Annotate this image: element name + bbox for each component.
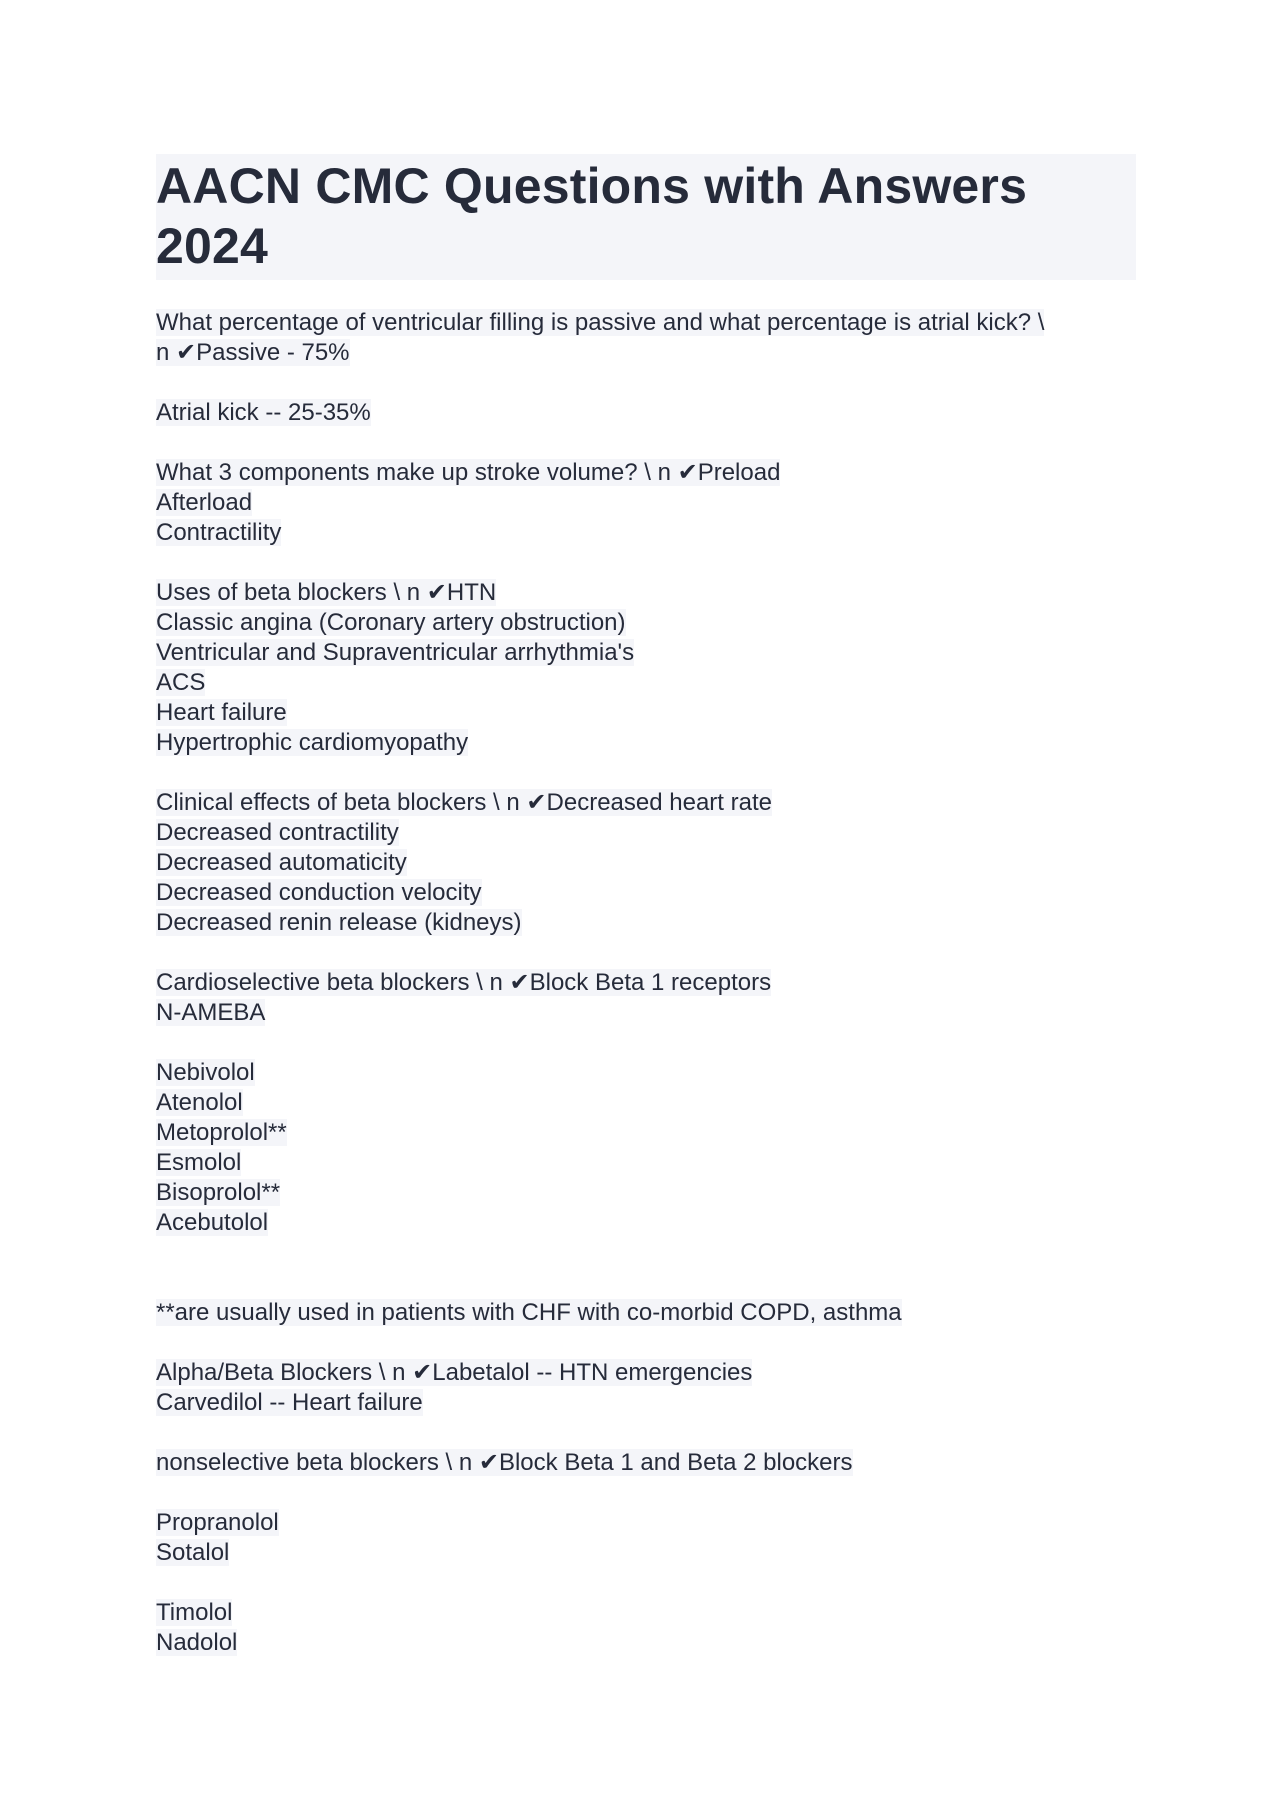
answer-line xyxy=(156,1208,1136,1238)
answer-line xyxy=(156,1148,1136,1178)
qa-block xyxy=(156,578,1136,758)
answer-line xyxy=(156,398,1136,428)
question-line xyxy=(156,1358,1136,1388)
qa-block xyxy=(156,968,1136,1328)
answer-line xyxy=(156,518,1136,548)
question-line xyxy=(156,788,1136,818)
line-text: n ✔Passive - 75% xyxy=(156,339,350,366)
answer-line xyxy=(156,998,1136,1028)
question-line xyxy=(156,578,1136,608)
qa-block xyxy=(156,788,1136,938)
qa-block xyxy=(156,1358,1136,1418)
blank-line xyxy=(156,1268,1136,1298)
line-text: Uses of beta blockers \ n ✔HTN xyxy=(156,579,497,606)
line-text: Clinical effects of beta blockers \ n ✔Decreased heart rate xyxy=(156,789,772,816)
document-title: AACN CMC Questions with Answers 2024 xyxy=(156,158,1028,274)
question-line xyxy=(156,968,1136,998)
answer-line xyxy=(156,1388,1136,1418)
qa-block xyxy=(156,308,1136,428)
title-block xyxy=(156,154,1136,280)
question-line xyxy=(156,1448,1136,1478)
answer-line xyxy=(156,728,1136,758)
answer-line xyxy=(156,1178,1136,1208)
blank-line xyxy=(156,1568,1136,1598)
line-text: Bisoprolol** xyxy=(156,1179,281,1206)
answer-line xyxy=(156,878,1136,908)
line-text: Acebutolol xyxy=(156,1209,269,1236)
answer-line xyxy=(156,1298,1136,1328)
answer-line xyxy=(156,908,1136,938)
answer-line xyxy=(156,1118,1136,1148)
blank-line xyxy=(156,1238,1136,1268)
blank-line xyxy=(156,1028,1136,1058)
answer-line xyxy=(156,608,1136,638)
line-text: Alpha/Beta Blockers \ n ✔Labetalol -- HTN emergencies xyxy=(156,1359,753,1386)
line-text: Ventricular and Supraventricular arrhythmia's xyxy=(156,639,635,666)
qa-block xyxy=(156,458,1136,548)
answer-line xyxy=(156,1598,1136,1628)
line-text: Metoprolol** xyxy=(156,1119,287,1146)
line-text: Sotalol xyxy=(156,1539,230,1566)
line-text: nonselective beta blockers \ n ✔Block Beta 1 and Beta 2 blockers xyxy=(156,1449,853,1476)
answer-line xyxy=(156,1058,1136,1088)
line-text: Atrial kick -- 25-35% xyxy=(156,399,371,426)
answer-line xyxy=(156,1088,1136,1118)
line-text: Esmolol xyxy=(156,1149,242,1176)
answer-line xyxy=(156,488,1136,518)
line-text: Decreased renin release (kidneys) xyxy=(156,909,522,936)
blank-line xyxy=(156,368,1136,398)
line-text: Timolol xyxy=(156,1599,233,1626)
blank-line xyxy=(156,1478,1136,1508)
line-text: Decreased automaticity xyxy=(156,849,407,876)
line-text: Cardioselective beta blockers \ n ✔Block Beta 1 receptors xyxy=(156,969,772,996)
line-text: Nebivolol xyxy=(156,1059,255,1086)
line-text: ACS xyxy=(156,669,206,696)
line-text: Nadolol xyxy=(156,1629,238,1656)
qa-list xyxy=(156,308,1136,1658)
line-text: Decreased contractility xyxy=(156,819,399,846)
line-text: Decreased conduction velocity xyxy=(156,879,482,906)
answer-line xyxy=(156,338,1136,368)
answer-line xyxy=(156,698,1136,728)
line-text: Contractility xyxy=(156,519,282,546)
answer-line xyxy=(156,1538,1136,1568)
answer-line xyxy=(156,638,1136,668)
line-text: N-AMEBA xyxy=(156,999,266,1026)
line-text: Heart failure xyxy=(156,699,287,726)
qa-block xyxy=(156,1448,1136,1658)
line-text: Carvedilol -- Heart failure xyxy=(156,1389,423,1416)
line-text: Afterload xyxy=(156,489,253,516)
question-line xyxy=(156,458,1136,488)
line-text: What 3 components make up stroke volume? \ n ✔Preload xyxy=(156,459,781,486)
answer-line xyxy=(156,1508,1136,1538)
line-text: Hypertrophic cardiomyopathy xyxy=(156,729,469,756)
document-page xyxy=(156,154,1136,1688)
answer-line xyxy=(156,818,1136,848)
answer-line xyxy=(156,668,1136,698)
question-line xyxy=(156,308,1136,338)
line-text: Classic angina (Coronary artery obstruction) xyxy=(156,609,626,636)
answer-line xyxy=(156,848,1136,878)
line-text: Propranolol xyxy=(156,1509,279,1536)
answer-line xyxy=(156,1628,1136,1658)
line-text: Atenolol xyxy=(156,1089,243,1116)
line-text: **are usually used in patients with CHF with co-morbid COPD, asthma xyxy=(156,1299,902,1326)
line-text: What percentage of ventricular filling is passive and what percentage is atrial kick? \ xyxy=(156,309,1045,336)
